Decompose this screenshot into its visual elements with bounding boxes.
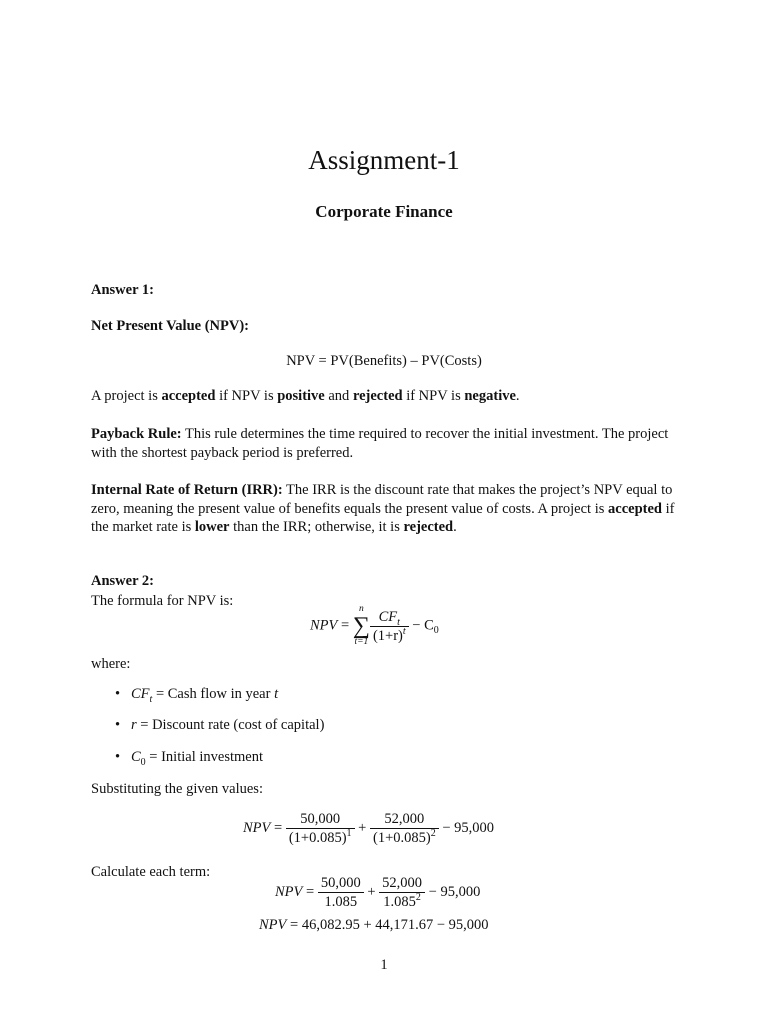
npv-heading: Net Present Value (NPV): [91, 318, 249, 334]
list-item: • $CF_t$ = Cash flow in year t [115, 686, 279, 705]
npv-simplified-equation: NPV = $\frac{50,000}{1.085}$ + $\frac{52,000}{1.085^2}$ − 95,000 [275, 875, 481, 910]
document-subtitle: Corporate Finance [315, 202, 453, 221]
substituting-label: Substituting the given values: [91, 781, 263, 797]
npv-numeric-equation: NPV = 46,082.95 + 44,171.67 − 95,000 [259, 917, 489, 933]
where-label: where: [91, 656, 131, 672]
payback-rule-paragraph: Payback Rule: This rule determines the time required to recover the initial investment. The project with the shortest payback period is preferred. [91, 426, 669, 461]
page-number: 1 [380, 957, 388, 973]
npv-formula: NPV = PV(Benefits) – PV(Costs) [286, 353, 482, 369]
list-item: • $C_0$ = Initial investment [115, 749, 263, 768]
npv-summation-formula: NPV = n ∑ t=1 $\frac{CF_t}{(1+r)^t}$ − $C_0$ [310, 604, 439, 647]
calculate-label: Calculate each term: [91, 864, 211, 880]
list-item: • r = Discount rate (cost of capital) [115, 717, 325, 733]
npv-rule-text: A project is accepted if NPV is positive and rejected if NPV is negative. [91, 388, 520, 404]
answer-1-heading: Answer 1: [91, 282, 154, 298]
answer-2-heading: Answer 2: [91, 573, 154, 589]
npv-formula-intro: The formula for NPV is: [91, 593, 234, 609]
document-title: Assignment-1 [308, 145, 460, 175]
irr-paragraph: Internal Rate of Return (IRR): The IRR is the discount rate that makes the project’s NPV equal to zero, meaning the present value of benefits equals the present value of costs. A project is accepted if the market rate is lower than the IRR; otherwise, it is rejected. [91, 482, 675, 535]
npv-substituted-equation: NPV = $\frac{50,000}{(1+0.085)^1}$ + $\frac{52,000}{(1+0.085)^2}$ − 95,000 [243, 811, 495, 846]
